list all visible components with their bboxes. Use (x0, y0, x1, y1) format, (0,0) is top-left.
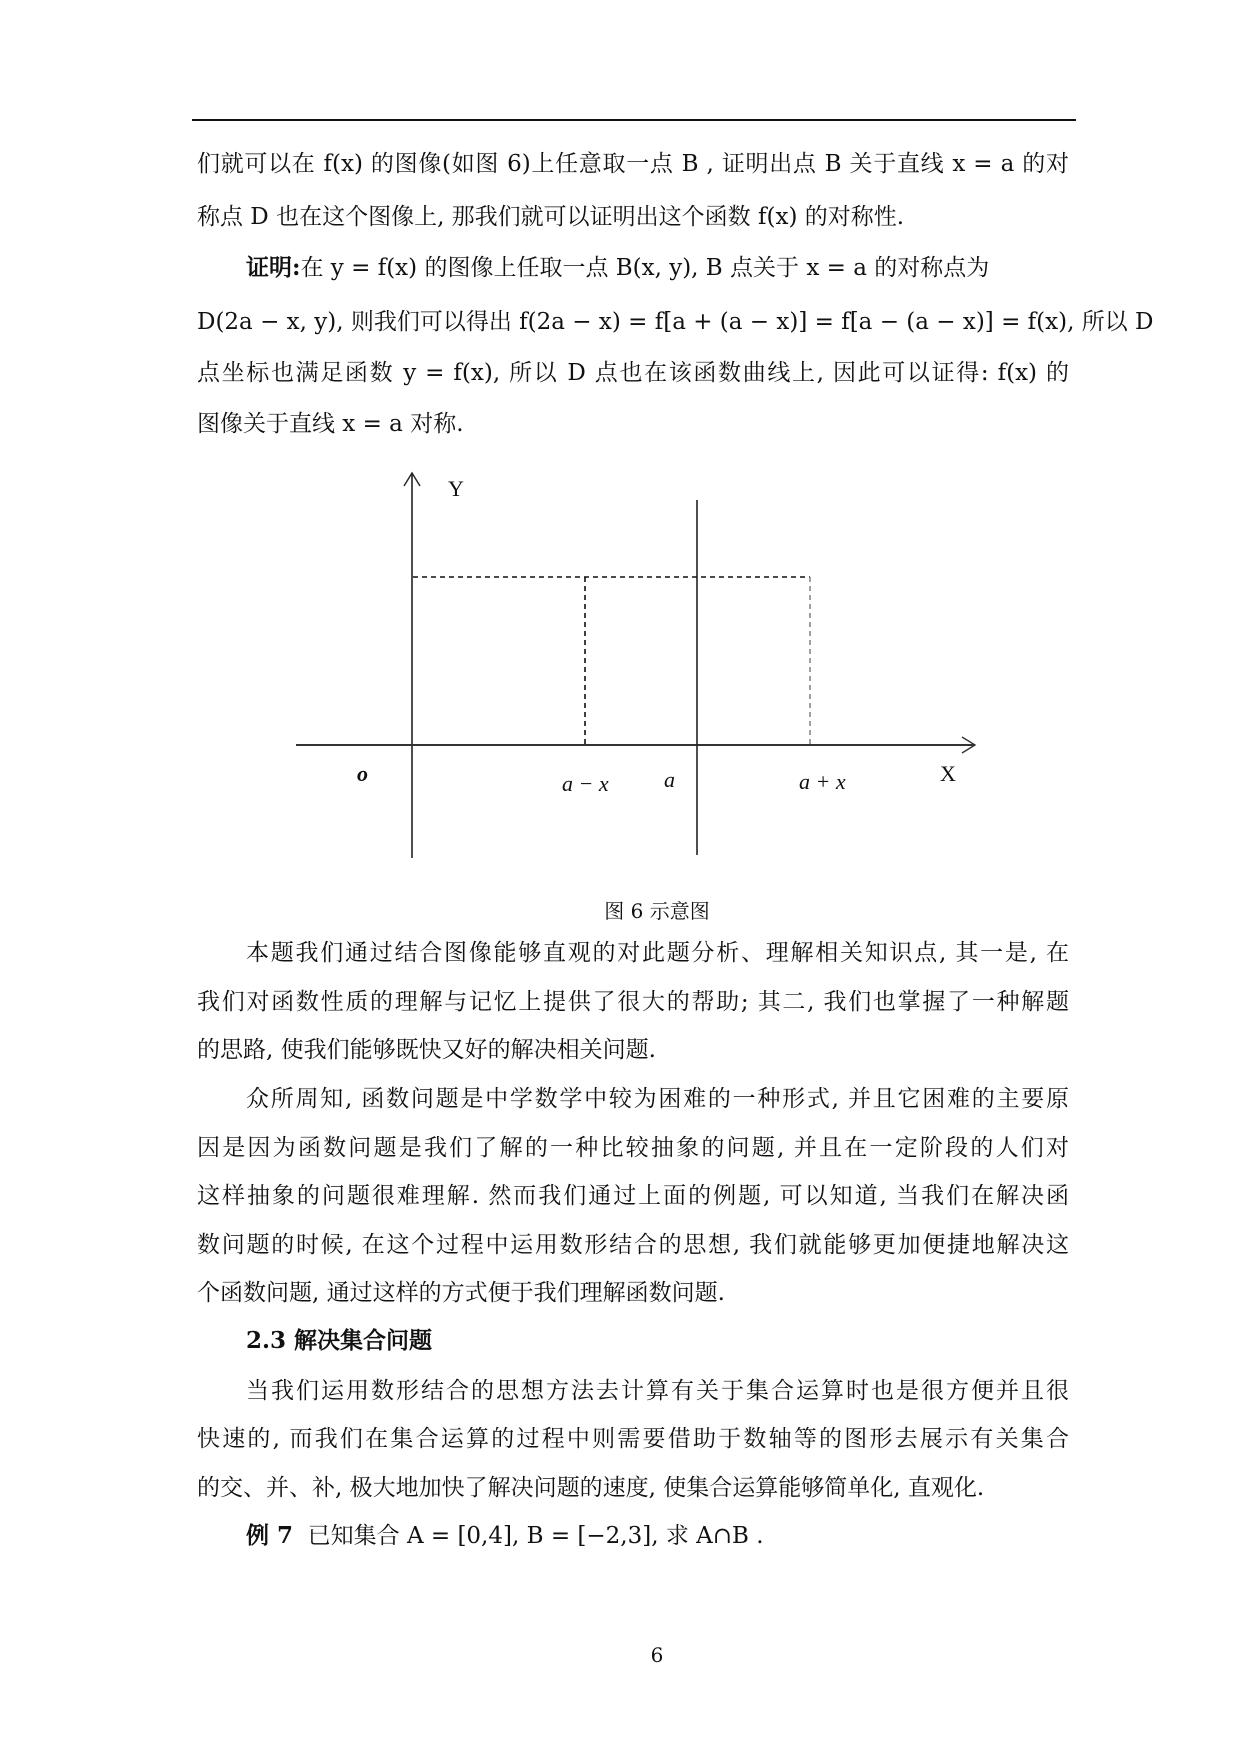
a-label: a (664, 767, 675, 792)
text-line: 的思路, 使我们能够既快又好的解决相关问题. (197, 1037, 656, 1063)
text-line: 众所周知, 函数问题是中学数学中较为困难的一种形式, 并且它困难的主要原 (246, 1086, 1069, 1112)
section-heading: 2.3 解决集合问题 (246, 1327, 433, 1354)
example-text: 已知集合 A = [0,4], B = [−2,3], 求 A∩B . (307, 1523, 764, 1549)
text-line: 们就可以在 f(x) 的图像(如图 6)上任意取一点 B , 证明出点 B 关于直线 x = a 的对 (197, 151, 1069, 177)
text-line: 当我们运用数形结合的思想方法去计算有关于集合运算时也是很方便并且很 (246, 1378, 1069, 1404)
text-line: 个函数问题, 通过这样的方式便于我们理解函数问题. (197, 1280, 725, 1306)
text-line: 因是因为函数问题是我们了解的一种比较抽象的问题, 并且在一定阶段的人们对 (197, 1135, 1069, 1161)
y-axis-arrow-icon (404, 473, 420, 486)
y-axis-label: Y (448, 476, 464, 501)
text-line: 图像关于直线 x = a 对称. (197, 411, 464, 437)
x-axis-label: X (940, 761, 956, 786)
page-number: 6 (650, 1643, 664, 1667)
header-rule (192, 119, 1076, 121)
x-axis-arrow-icon (962, 737, 975, 753)
text-line: 这样抽象的问题很难理解. 然而我们通过上面的例题, 可以知道, 当我们在解决函 (197, 1183, 1069, 1209)
text-line: 的交、并、补, 极大地加快了解决问题的速度, 使集合运算能够简单化, 直观化. (197, 1475, 985, 1501)
text-line: 点坐标也满足函数 y = f(x), 所以 D 点也在该函数曲线上, 因此可以证得: f(x) 的 (197, 360, 1069, 386)
a-minus-x-label: a − x (562, 771, 609, 796)
proof-label: 证明: (246, 254, 301, 281)
text-line: 快速的, 而我们在集合运算的过程中则需要借助于数轴等的图形去展示有关集合 (197, 1426, 1069, 1452)
figure-caption: 图 6 示意图 (604, 899, 710, 923)
text-line: 数问题的时候, 在这个过程中运用数形结合的思想, 我们就能够更加便捷地解决这 (197, 1232, 1069, 1258)
a-plus-x-label: a + x (799, 769, 846, 794)
origin-label: o (357, 761, 368, 786)
example-label: 例 7 (246, 1522, 294, 1549)
text-line: 在 y = f(x) 的图像上任取一点 B(x, y), B 点关于 x = a 的对称点为 (300, 255, 990, 281)
text-line: D(2a − x, y), 则我们可以得出 f(2a − x) = f[a + (a − x)] = f[a − (a − x)] = f(x), 所以 D (197, 309, 1154, 335)
text-line: 本题我们通过结合图像能够直观的对此题分析、理解相关知识点, 其一是, 在 (246, 940, 1069, 966)
text-line: 称点 D 也在这个图像上, 那我们就可以证明出这个函数 f(x) 的对称性. (197, 204, 905, 230)
proof-line (246, 253, 1069, 283)
text-line: 我们对函数性质的理解与记忆上提供了很大的帮助; 其二, 我们也掌握了一种解题 (197, 989, 1069, 1015)
example-line (246, 1521, 1069, 1551)
